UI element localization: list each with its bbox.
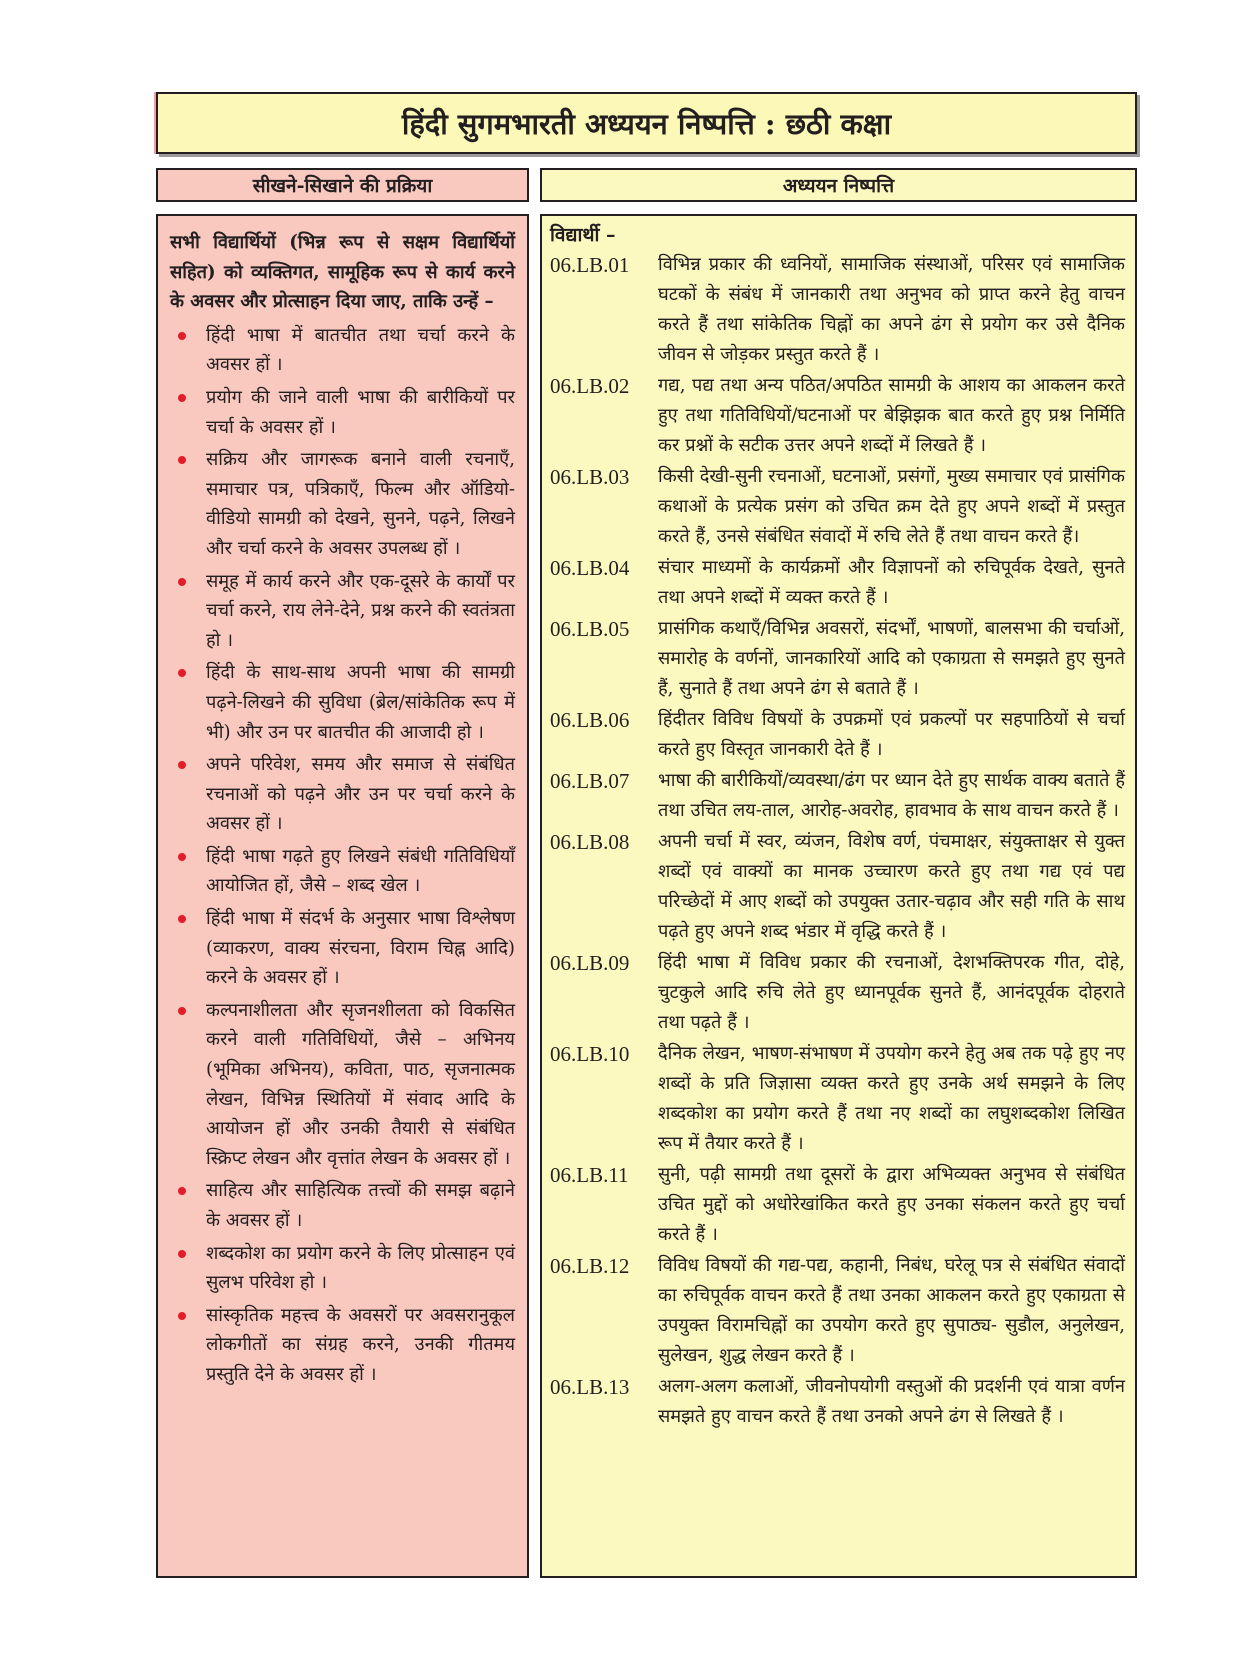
list-item xyxy=(170,1176,515,1235)
learning-outcomes-panel xyxy=(540,214,1137,1578)
right-column-header: अध्ययन निष्पत्ति xyxy=(540,168,1137,202)
bullet-dot-icon xyxy=(178,853,186,861)
outcome-text: विभिन्न प्रकार की ध्वनियों, सामाजिक संस्थाओं, परिसर एवं सामाजिक घटकों के संबंध में जानकारी तथा अनुभव को प्राप्त करने हेतु वाचन करते हैं तथा सांकेतिक चिह्नों का अपने ढंग से प्रयोग कर उसे दैनिक जीवन से जोड़कर प्रस्तुत करते हैं । xyxy=(658,254,1125,365)
outcome-text: अलग-अलग कलाओं, जीवनोपयोगी वस्तुओं की प्रदर्शनी एवं यात्रा वर्णन समझते हुए वाचन करते हैं तथा उनको अपने ढंग से लिखते हैं । xyxy=(658,1376,1125,1427)
list-item-text: प्रयोग की जाने वाली भाषा की बारीकियों पर चर्चा के अवसर हों । xyxy=(206,386,515,438)
outcome-row xyxy=(550,827,1125,947)
list-item xyxy=(170,842,515,901)
outcome-text: हिंदीतर विविध विषयों के उपक्रमों एवं प्रकल्पों पर सहपाठियों से चर्चा करते हुए विस्तृत जानकारी देते हैं । xyxy=(658,709,1125,760)
bullet-dot-icon xyxy=(178,1312,186,1320)
bullet-dot-icon xyxy=(178,578,186,586)
outcome-row xyxy=(550,766,1125,826)
list-item xyxy=(170,996,515,1174)
learning-process-panel xyxy=(156,214,529,1578)
outcome-code: 06.LB.06 xyxy=(550,708,630,732)
list-item-text: हिंदी भाषा में संदर्भ के अनुसार भाषा विश्लेषण (व्याकरण, वाक्य संरचना, विराम चिह्न आदि) करने के अवसर हों । xyxy=(206,908,515,989)
list-item-text: हिंदी भाषा गढ़ते हुए लिखने संबंधी गतिविधियाँ आयोजित हों, जैसे – शब्द खेल । xyxy=(206,845,515,897)
outcome-text: दैनिक लेखन, भाषण-संभाषण में उपयोग करने हेतु अब तक पढ़े हुए नए शब्दों के प्रति जिज्ञासा व्यक्त करते हुए उनके अर्थ समझने के लिए शब्दकोश का प्रयोग करते हैं तथा नए शब्दों का लघुशब्दकोश लिखित रूप में तैयार करते हैं । xyxy=(658,1043,1125,1154)
bullet-dot-icon xyxy=(178,456,186,464)
list-item xyxy=(170,1301,515,1390)
outcome-row xyxy=(550,705,1125,765)
bullet-dot-icon xyxy=(178,1250,186,1258)
list-item xyxy=(170,445,515,563)
outcome-text: भाषा की बारीकियों/व्यवस्था/ढंग पर ध्यान देते हुए सार्थक वाक्य बताते हैं तथा उचित लय-ताल, आरोह-अवरोह, हावभाव के साथ वाचन करते हैं । xyxy=(658,770,1125,821)
list-item-text: सांस्कृतिक महत्त्व के अवसरों पर अवसरानुकूल लोकगीतों का संग्रह करने, उनकी गीतमय प्रस्तुति देने के अवसर हों । xyxy=(206,1304,515,1385)
outcome-code: 06.LB.11 xyxy=(550,1163,629,1187)
bullet-dot-icon xyxy=(178,1007,186,1015)
outcome-code: 06.LB.09 xyxy=(550,951,630,975)
page-title: हिंदी सुगमभारती अध्ययन निष्पत्ति : छठी कक्षा xyxy=(156,92,1137,154)
outcome-row xyxy=(550,462,1125,552)
list-item-text: कल्पनाशीलता और सृजनशीलता को विकसित करने वाली गतिविधियों, जैसे – अभिनय (भूमिका अभिनय), कविता, पाठ, सृजनात्मक लेखन, विभिन्न स्थितियों में संवाद आदि के आयोजन हों और उनकी तैयारी से संबंधित स्क्रिप्ट लेखन और वृत्तांत लेखन के अवसर हों । xyxy=(206,999,515,1169)
outcome-text: संचार माध्यमों के कार्यक्रमों और विज्ञापनों को रुचिपूर्वक देखते, सुनते तथा अपने शब्दों में व्यक्त करते हैं । xyxy=(658,557,1125,608)
list-item xyxy=(170,383,515,442)
list-item-text: सक्रिय और जागरूक बनाने वाली रचनाएँ, समाचार पत्र, पत्रिकाएँ, फिल्म और ऑडियो-वीडियो सामग्री को देखने, सुनने, पढ़ने, लिखने और चर्चा करने के अवसर उपलब्ध हों । xyxy=(206,449,515,559)
outcome-code: 06.LB.10 xyxy=(550,1042,630,1066)
outcome-row xyxy=(550,948,1125,1038)
outcome-row xyxy=(550,614,1125,704)
list-item-text: हिंदी के साथ-साथ अपनी भाषा की सामग्री पढ़ने-लिखने की सुविधा (ब्रेल/सांकेतिक रूप में भी) और उन पर बातचीत की आजादी हो । xyxy=(206,662,515,743)
outcome-text: विविध विषयों की गद्य-पद्य, कहानी, निबंध, घरेलू पत्र से संबंधित संवादों का रुचिपूर्वक वाचन करते हैं तथा उनका आकलन करते हुए एकाग्रता से उपयुक्त विरामचिह्नों का उपयोग करते हुए सुपाठ्य- सुडौल, अनुलेखन, सुलेखन, शुद्ध लेखन करते हैं । xyxy=(658,1255,1125,1366)
list-item xyxy=(170,750,515,839)
list-item xyxy=(170,904,515,993)
outcome-code: 06.LB.13 xyxy=(550,1375,630,1399)
left-column-header: सीखने-सिखाने की प्रक्रिया xyxy=(156,168,529,202)
list-item-text: हिंदी भाषा में बातचीत तथा चर्चा करने के अवसर हों । xyxy=(206,324,515,376)
bullet-dot-icon xyxy=(178,915,186,923)
bullet-dot-icon xyxy=(178,332,186,340)
outcome-text: किसी देखी-सुनी रचनाओं, घटनाओं, प्रसंगों, मुख्य समाचार एवं प्रासंगिक कथाओं के प्रत्येक प्रसंग को उचित क्रम देते हुए अपने शब्दों में प्रस्तुत करते हैं, उनसे संबंधित संवादों में रुचि लेते हैं तथा वाचन करते हैं। xyxy=(658,466,1125,547)
list-item xyxy=(170,321,515,380)
outcome-code: 06.LB.07 xyxy=(550,769,630,793)
bullet-dot-icon xyxy=(178,761,186,769)
list-item-text: शब्दकोश का प्रयोग करने के लिए प्रोत्साहन एवं सुलभ परिवेश हो । xyxy=(206,1242,515,1294)
outcome-row xyxy=(550,553,1125,613)
bullet-dot-icon xyxy=(178,394,186,402)
outcome-code: 06.LB.05 xyxy=(550,617,630,641)
list-item xyxy=(170,1239,515,1298)
outcome-row xyxy=(550,1160,1125,1250)
outcome-row xyxy=(550,371,1125,461)
outcome-row xyxy=(550,1372,1125,1432)
outcome-list xyxy=(550,250,1125,1432)
outcome-row xyxy=(550,1251,1125,1371)
outcome-code: 06.LB.08 xyxy=(550,830,630,854)
outcome-row xyxy=(550,1039,1125,1159)
outcome-text: प्रासंगिक कथाएँ/विभिन्न अवसरों, संदर्भों, भाषणों, बालसभा की चर्चाओं, समारोह के वर्णनों, जानकारियों आदि को एकाग्रता से समझते हुए सुनते हैं, सुनाते हैं तथा अपने ढंग से बताते हैं । xyxy=(658,618,1125,699)
process-list xyxy=(170,321,515,1390)
outcome-text: सुनी, पढ़ी सामग्री तथा दूसरों के द्वारा अभिव्यक्त अनुभव से संबंधित उचित मुद्दों को अधोरेखांकित करते हुए उनका संकलन करते हुए चर्चा करते हैं । xyxy=(658,1164,1125,1245)
student-label: विद्यार्थी – xyxy=(550,224,616,246)
outcome-code: 06.LB.02 xyxy=(550,374,630,398)
outcome-row xyxy=(550,250,1125,370)
list-item xyxy=(170,567,515,656)
list-item-text: अपने परिवेश, समय और समाज से संबंधित रचनाओं को पढ़ने और उन पर चर्चा करने के अवसर हों । xyxy=(206,754,515,835)
intro-text: सभी विद्यार्थियों (भिन्न रूप से सक्षम विद्यार्थियों सहित) को व्यक्तिगत, सामूहिक रूप से कार्य करने के अवसर और प्रोत्साहन दिया जाए, ताकि उन्हें – xyxy=(170,232,515,313)
list-item xyxy=(170,658,515,747)
outcome-text: अपनी चर्चा में स्वर, व्यंजन, विशेष वर्ण, पंचमाक्षर, संयुक्ताक्षर से युक्त शब्दों एवं वाक्यों का मानक उच्चारण करते हुए तथा गद्य एवं पद्य परिच्छेदों में आए शब्दों को उपयुक्त उतार-चढ़ाव और सही गति के साथ पढ़ते हुए अपने शब्द भंडार में वृद्धि करते हैं । xyxy=(658,831,1125,942)
bullet-dot-icon xyxy=(178,669,186,677)
outcome-code: 06.LB.01 xyxy=(550,253,630,277)
outcome-text: हिंदी भाषा में विविध प्रकार की रचनाओं, देशभक्तिपरक गीत, दोहे, चुटकुले आदि रुचि लेते हुए ध्यानपूर्वक सुनते हैं, आनंदपूर्वक दोहराते तथा पढ़ते हैं । xyxy=(658,952,1125,1033)
list-item-text: साहित्य और साहित्यिक तत्त्वों की समझ बढ़ाने के अवसर हों । xyxy=(206,1180,515,1231)
outcome-text: गद्य, पद्य तथा अन्य पठित/अपठित सामग्री के आशय का आकलन करते हुए तथा गतिविधियों/घटनाओं पर बेझिझक बात करते हुए प्रश्न निर्मिति कर प्रश्नों के सटीक उत्तर अपने शब्दों में लिखते हैं । xyxy=(658,375,1125,456)
bullet-dot-icon xyxy=(178,1187,186,1195)
outcome-code: 06.LB.03 xyxy=(550,465,630,489)
list-item-text: समूह में कार्य करने और एक-दूसरे के कार्यों पर चर्चा करने, राय लेने-देने, प्रश्न करने की स्वतंत्रता हो । xyxy=(206,570,515,651)
outcome-code: 06.LB.04 xyxy=(550,556,630,580)
outcome-code: 06.LB.12 xyxy=(550,1254,630,1278)
